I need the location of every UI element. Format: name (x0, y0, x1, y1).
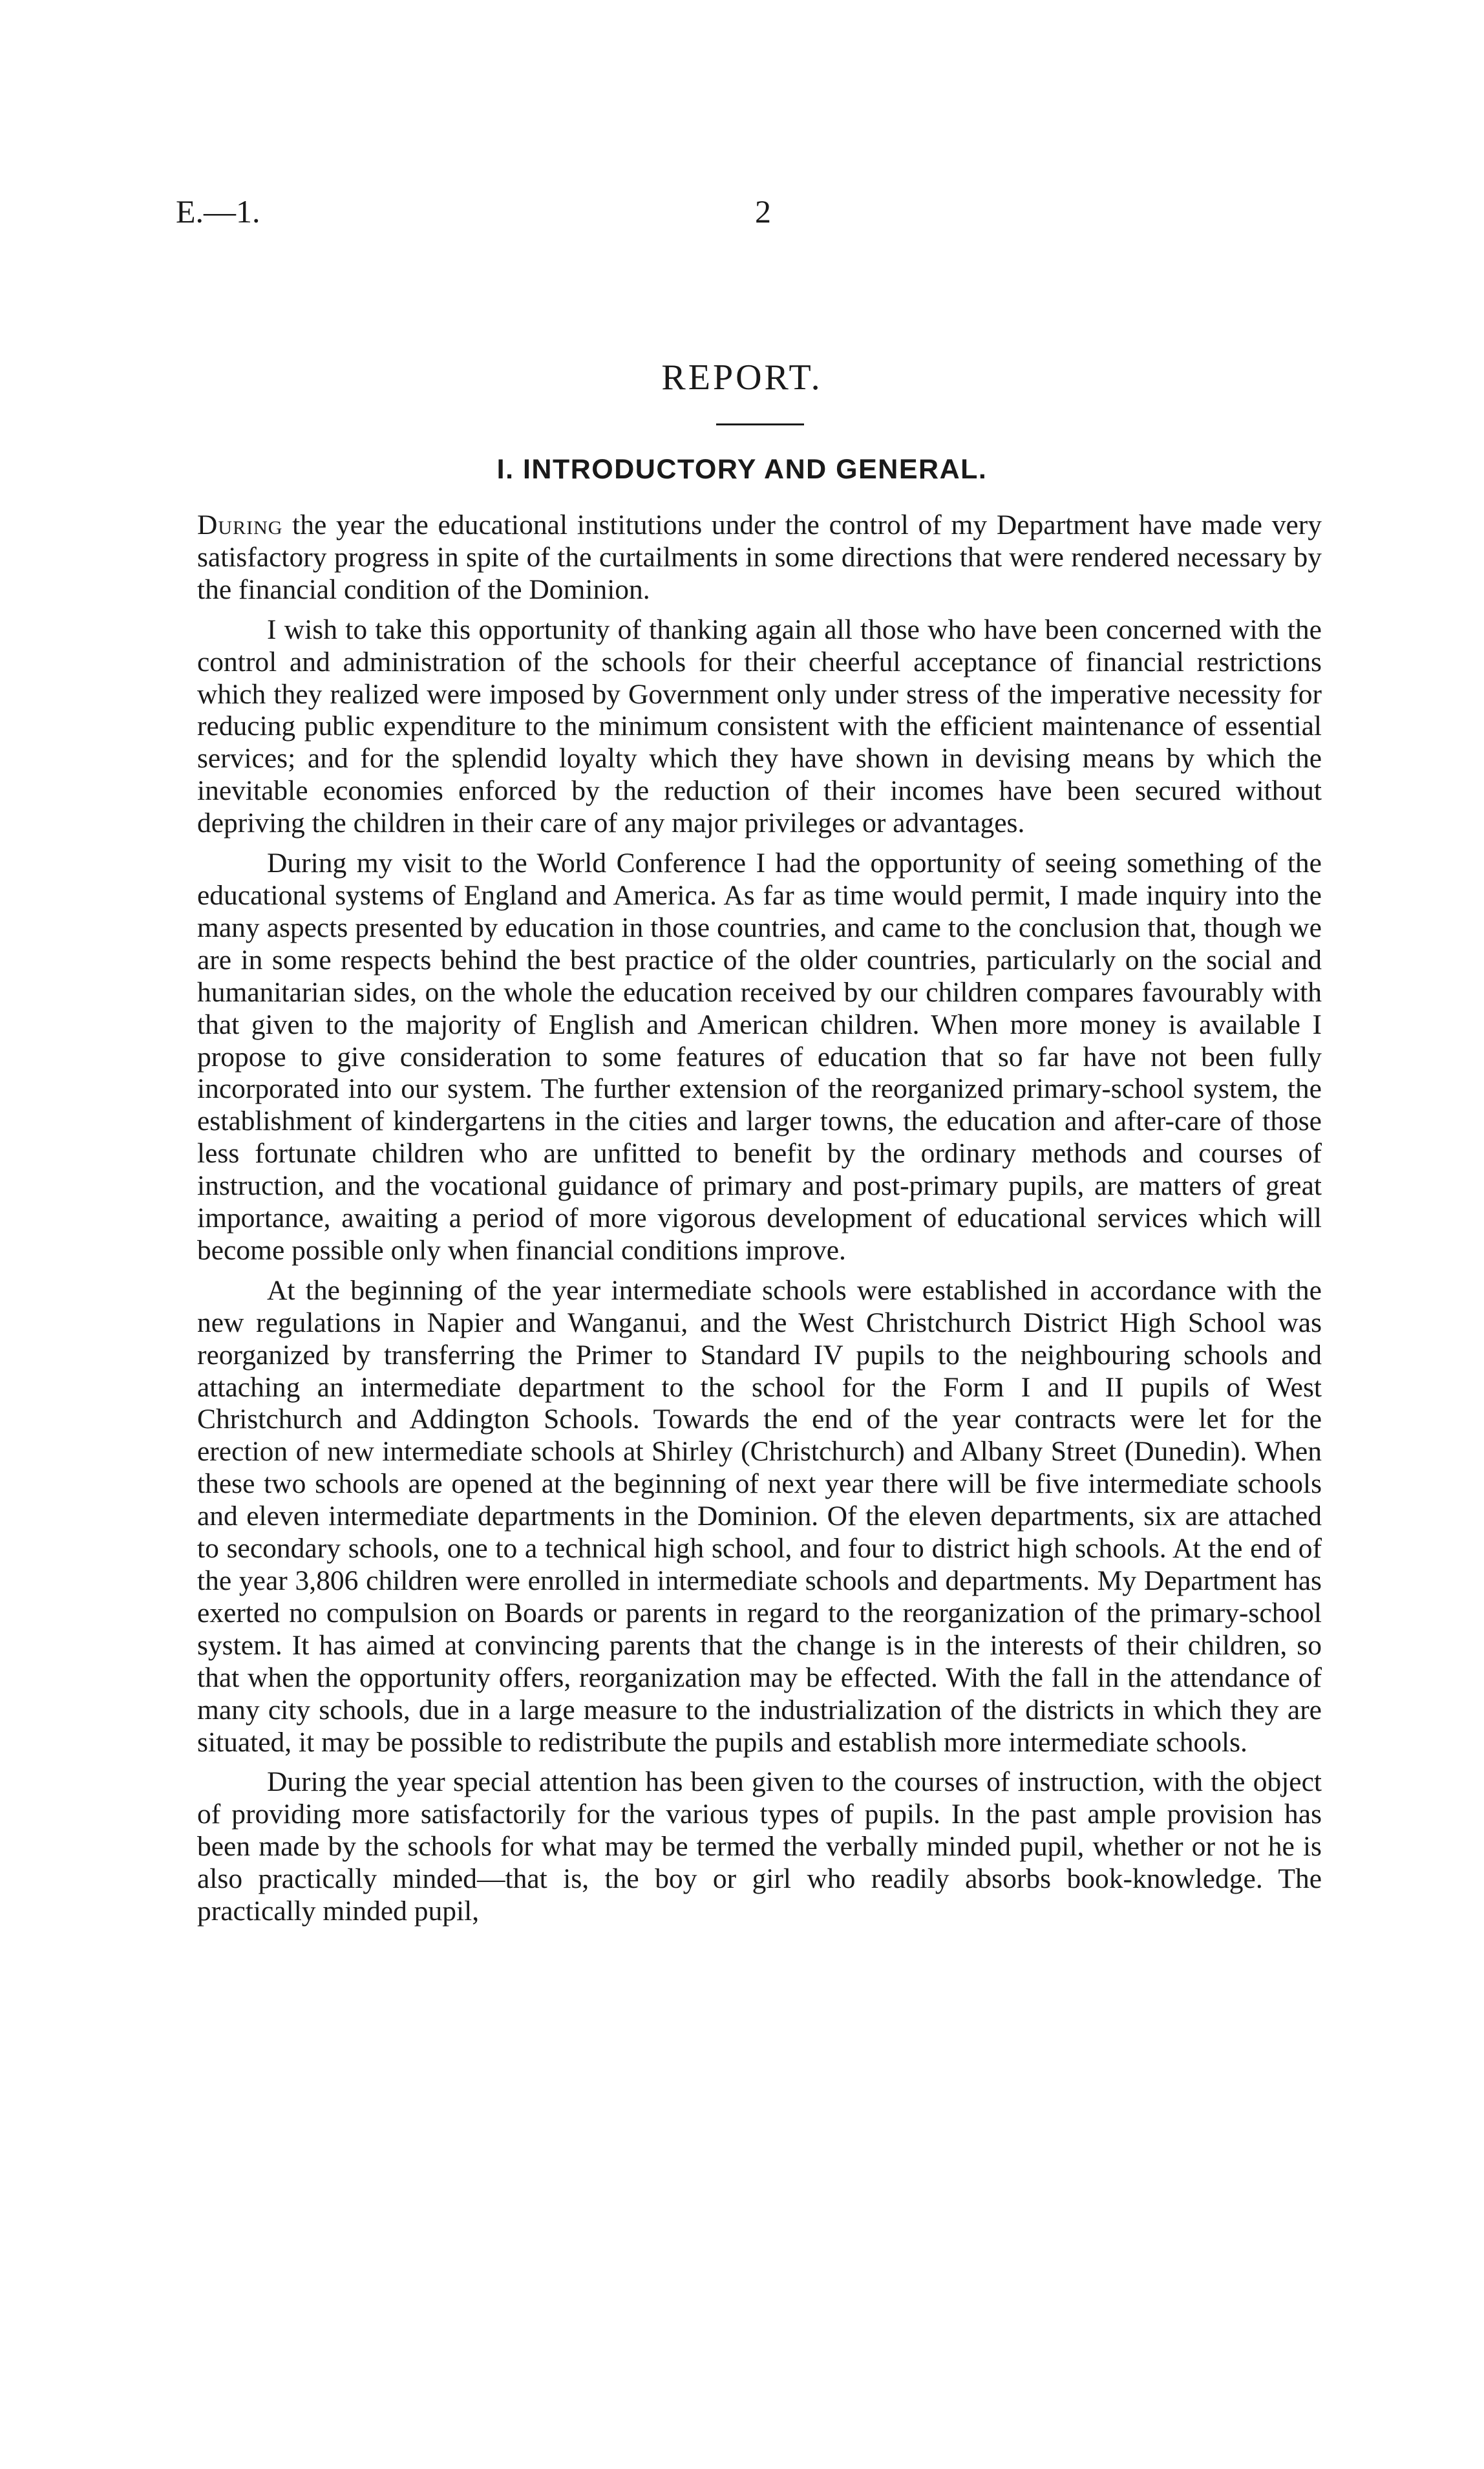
document-code: E.—1. (176, 193, 260, 230)
paragraph-1-lead-word: During (197, 509, 283, 540)
paragraph-4: At the beginning of the year intermediate schools were established in accordance with the new regulations in Napier and Wanganui, and the West Christchurch District High School was reorganized by transferring the Primer to Standard IV pupils to the neighbouring schools and attaching an intermediate department to the school for the Form I and II pupils of West Christchurch and Addington Schools. Towards the end of the year contracts were let for the erection of new intermediate schools at Shirley (Christchurch) and Albany Street (Dunedin). When these two schools are opened at the beginning of next year there will be five intermediate schools and eleven intermediate departments in the Dominion. Of the eleven departments, six are attached to secondary schools, one to a technical high school, and four to district high schools. At the end of the year 3,806 children were enrolled in intermediate schools and departments. My Department has exerted no compulsion on Boards or parents in regard to the reorganization of the primary-school system. It has aimed at convincing parents that the change is in the interests of their children, so that when the opportunity offers, reorganization may be effected. With the fall in the attendance of many city schools, due in a large measure to the industrialization of the districts in which they are situated, it may be possible to redistribute the pupils and establish more intermediate schools. (197, 1274, 1322, 1758)
running-head (0, 193, 1484, 238)
paragraph-3: During my visit to the World Conference I had the opportunity of seeing something of the educational systems of England and America. As far as time would permit, I made inquiry into the many aspects presented by education in those countries, and came to the conclusion that, though we are in some respects behind the best practice of the older countries, particularly on the social and humanitarian sides, on the whole the education received by our children compares favourably with that given to the majority of English and American children. When more money is available I propose to give consideration to some features of education that so far have not been fully incorporated into our system. The further extension of the reorganized primary-school system, the establishment of kindergartens in the cities and larger towns, the education and after-care of those less fortunate children who are unfitted to benefit by the ordinary methods and courses of instruction, and the vocational guidance of primary and post-primary pupils, are matters of great importance, awaiting a period of more vigorous development of educational services which will become possible only when financial conditions improve. (197, 848, 1322, 1266)
report-title: REPORT. (661, 358, 823, 398)
report-body (197, 509, 1322, 1936)
paragraph-5: During the year special attention has been given to the courses of instruction, with the object of providing more satisfactorily for the various types of pupils. In the past ample provision has been made by the schools for what may be termed the verbally minded pupil, whether or not he is also practically minded—that is, the boy or girl who readily absorbs book-knowledge. The practically minded pupil, (197, 1766, 1322, 1927)
section-heading: I. INTRODUCTORY AND GENERAL. (496, 454, 988, 485)
paragraph-1-text: the year the educational institutions under the control of my Department have made very satisfactory progress in spite of the curtailments in some directions that were rendered necessary by the financial condition of the Dominion. (197, 509, 1322, 605)
page-number: 2 (755, 193, 771, 230)
paragraph-2: I wish to take this opportunity of thanking again all those who have been concerned with the control and administration of the schools for their cheerful acceptance of financial restrictions which they realized were imposed by Government only under stress of the imperative necessity for reducing public expenditure to the minimum consistent with the efficient maintenance of essential services; and for the splendid loyalty which they have shown in devising means by which the inevitable economies enforced by the reduction of their incomes have been secured without depriving the children in their care of any major privileges or advantages. (197, 614, 1322, 839)
paragraph-1 (197, 509, 1322, 606)
title-rule (716, 423, 804, 425)
